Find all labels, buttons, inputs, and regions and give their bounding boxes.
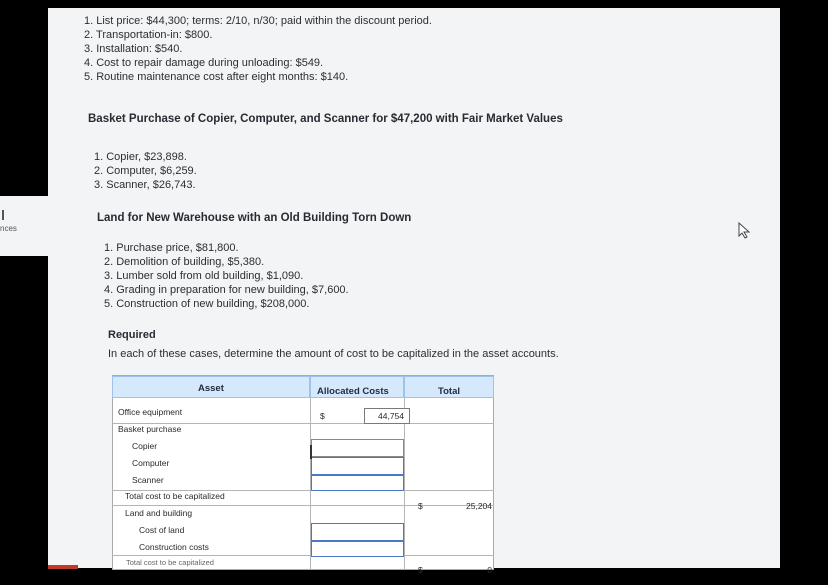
land-heading: Land for New Warehouse with an Old Building Torn Down [97,212,412,224]
land-item: 4. Grading in preparation for new building, $7,600. [104,284,349,296]
total-header: Total [438,386,460,397]
intro-item: 5. Routine maintenance cost after eight months: $140. [84,71,349,83]
table-frame [112,375,494,570]
land-building-label: Land and building [125,508,193,518]
land-item: 1. Purchase price, $81,800. [104,242,239,254]
intro-list [84,14,432,84]
office-value: 44,754 [378,411,404,421]
computer-label: Computer [132,458,170,468]
basket-purchase-label: Basket purchase [118,424,182,434]
asset-header: Asset [198,383,224,394]
construction-label: Construction costs [139,542,209,552]
basket-heading: Basket Purchase of Copier, Computer, and Scanner for $47,200 with Fair Market Values [88,113,563,125]
basket-item: 3. Scanner, $26,743. [94,179,196,191]
copier-allocated-input[interactable] [311,439,404,457]
mouse-pointer-icon [736,221,754,239]
basket-item: 2. Computer, $6,259. [94,165,197,177]
land-total-currency: $ [418,565,423,575]
worksheet-screen [48,8,780,575]
land-total-label: Total cost to be capitalized [126,558,214,567]
land-list [104,241,349,311]
required-text: In each of these cases, determine the amount of cost to be capitalized in the asset accounts. [108,348,559,360]
allocated-header: Allocated Costs [317,386,389,397]
red-tab-marker [48,565,78,569]
side-panel-fragment [0,196,48,256]
basket-item: 1. Copier, $23,898. [94,151,187,163]
answer-table [112,375,560,575]
basket-list [94,150,197,192]
scanner-label: Scanner [132,475,164,485]
basket-total-currency: $ [418,501,423,511]
scanner-allocated-input[interactable] [311,475,404,491]
land-item: 5. Construction of new building, $208,000. [104,298,310,310]
land-total-value: 0 [487,565,492,575]
intro-item: 2. Transportation-in: $800. [84,29,213,41]
intro-item: 4. Cost to repair damage during unloading: $549. [84,57,324,69]
computer-allocated-input[interactable] [311,457,404,475]
land-allocated-input[interactable] [311,523,404,541]
intro-item: 3. Installation: $540. [84,43,183,55]
basket-total-label: Total cost to be capitalized [125,491,225,501]
text-caret [310,445,312,459]
required-title: Required [108,329,156,341]
land-item: 2. Demolition of building, $5,380. [104,256,265,268]
intro-item: 1. List price: $44,300; terms: 2/10, n/30; paid within the discount period. [84,15,432,27]
land-item: 3. Lumber sold from old building, $1,090. [104,270,304,282]
construction-allocated-input[interactable] [311,541,404,557]
office-equipment-label: Office equipment [118,407,183,417]
cost-of-land-label: Cost of land [139,525,185,535]
copier-label: Copier [132,441,158,451]
side-label: nces [0,224,17,233]
office-currency: $ [320,411,325,421]
basket-total-value: 25,204 [466,501,492,511]
